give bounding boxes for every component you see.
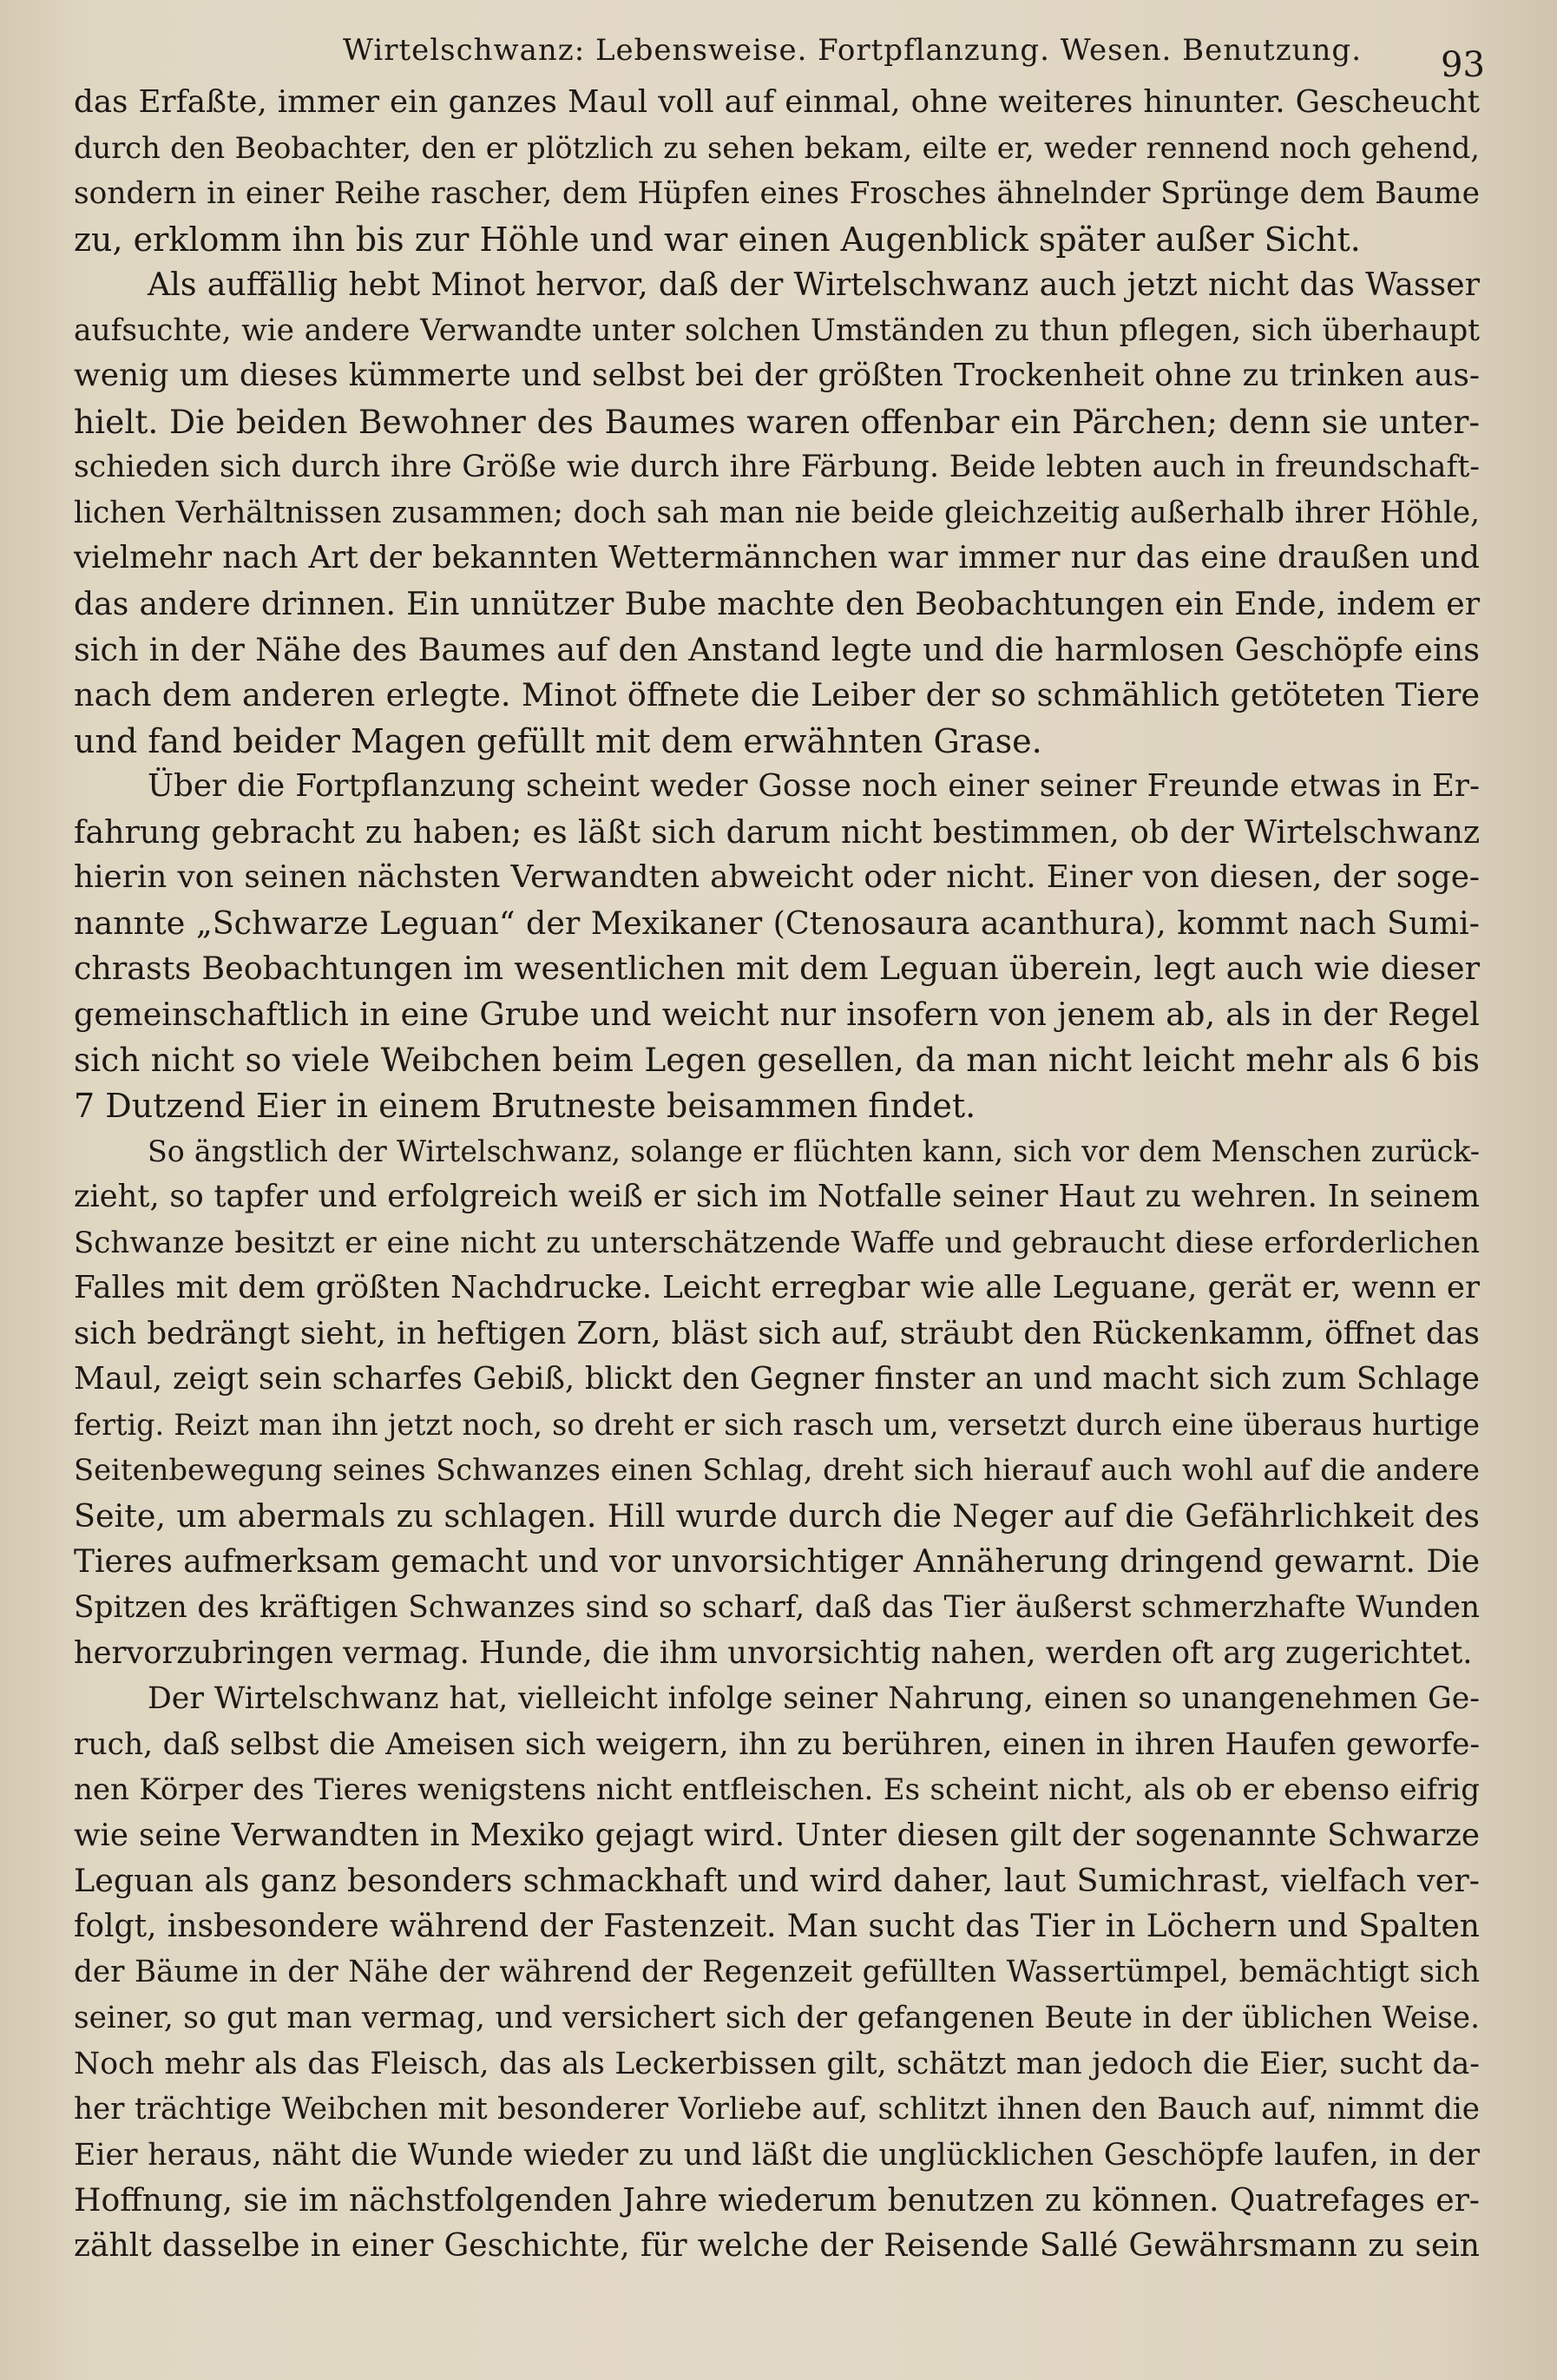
text-line: 7 Dutzend Eier in einem Brutneste beisammen findet. <box>74 1087 976 1126</box>
text-line: zählt dasselbe in einer Geschichte, für welche der Reisende Sallé Gewährsmann zu sein <box>74 2227 1480 2264</box>
text-line: chrasts Beobachtungen im wesentlichen mit dem Leguan überein, legt auch wie dieser <box>74 950 1480 988</box>
text-line: Der Wirtelschwanz hat, vielleicht infolge seiner Nahrung, einen so unangenehmen Ge- <box>148 1681 1480 1717</box>
text-line: sondern in einer Reihe rascher, dem Hüpfen eines Frosches ähnelnder Sprünge dem Baume <box>74 176 1480 212</box>
page-number: 93 <box>1441 45 1485 85</box>
text-line: Schwanze besitzt er eine nicht zu unterschätzende Waffe und gebraucht diese erforderlichen <box>74 1225 1480 1260</box>
text-line: zu, erklomm ihn bis zur Höhle und war einen Augenblick später außer Sicht. <box>74 220 1361 259</box>
text-line: zieht, so tapfer und erfolgreich weiß er sich im Notfalle seiner Haut zu wehren. In seinem <box>74 1179 1480 1215</box>
text-line: sich bedrängt sieht, in heftigen Zorn, bläst sich auf, sträubt den Rückenkamm, öffnet das <box>74 1315 1480 1351</box>
text-line: der Bäume in der Nähe der während der Regenzeit gefüllten Wassertümpel, bemächtigt sich <box>74 1955 1480 1990</box>
text-line: Als auffällig hebt Minot hervor, daß der Wirtelschwanz auch jetzt nicht das Wasser <box>148 266 1480 304</box>
text-line: sich nicht so viele Weibchen beim Legen gesellen, da man nicht leicht mehr als 6 bis <box>74 1041 1480 1080</box>
body-text <box>74 80 1480 2269</box>
text-line: nannte „Schwarze Leguan“ der Mexikaner (Ctenosaura acanthura), kommt nach Sumi- <box>74 904 1480 942</box>
text-line: Seitenbewegung seines Schwanzes einen Schlag, dreht sich hierauf auch wohl auf die andere <box>74 1453 1480 1488</box>
text-line: Leguan als ganz besonders schmackhaft und wird daher, laut Sumichrast, vielfach ver- <box>74 1862 1480 1900</box>
text-line: das Erfaßte, immer ein ganzes Maul voll auf einmal, ohne weiteres hinunter. Gescheucht <box>74 84 1480 120</box>
text-line: Hoffnung, sie im nächstfolgenden Jahre wiederum benutzen zu können. Quatrefages er- <box>74 2182 1480 2219</box>
text-line: hervorzubringen vermag. Hunde, die ihm unvorsichtig nahen, werden oft arg zugerichtet. <box>74 1634 1473 1671</box>
text-line: her trächtige Weibchen mit besonderer Vorliebe auf, schlitzt ihnen den Bauch auf, nimmt die <box>74 2092 1480 2127</box>
text-line: nen Körper des Tieres wenigstens nicht entfleischen. Es scheint nicht, als ob er ebenso eifrig <box>74 1772 1480 1808</box>
text-line: gemeinschaftlich in eine Grube und weicht nur insofern von jenem ab, als in der Regel <box>74 995 1480 1033</box>
text-line: das andere drinnen. Ein unnützer Bube machte den Beobachtungen ein Ende, indem er <box>74 585 1480 623</box>
running-header: Wirtelschwanz: Lebensweise. Fortpflanzung. Wesen. Benutzung. <box>343 33 1362 68</box>
text-line: hierin von seinen nächsten Verwandten abweicht oder nicht. Einer von diesen, der soge- <box>74 859 1480 896</box>
text-line: seiner, so gut man vermag, und versichert sich der gefangenen Beute in der üblichen Weise. <box>74 2000 1480 2035</box>
text-line: und fand beider Magen gefüllt mit dem erwähnten Grase. <box>74 721 1042 760</box>
text-line: Seite, um abermals zu schlagen. Hill wurde durch die Neger auf die Gefährlichkeit des <box>74 1496 1480 1535</box>
text-line: sich in der Nähe des Baumes auf den Anstand legte und die harmlosen Geschöpfe eins <box>74 630 1480 668</box>
text-line: vielmehr nach Art der bekannten Wettermännchen war immer nur das eine draußen und <box>74 540 1480 576</box>
text-line: hielt. Die beiden Bewohner des Baumes waren offenbar ein Pärchen; denn sie unter- <box>74 402 1480 441</box>
text-line: Maul, zeigt sein scharfes Gebiß, blickt den Gegner finster an und macht sich zum Schlage <box>74 1361 1480 1397</box>
text-line: Eier heraus, näht die Wunde wieder zu und läßt die unglücklichen Geschöpfe laufen, in der <box>74 2137 1480 2173</box>
text-line: lichen Verhältnissen zusammen; doch sah man nie beide gleichzeitig außerhalb ihrer Höhle, <box>74 495 1480 530</box>
text-line: folgt, insbesondere während der Fastenzeit. Man sucht das Tier in Löchern und Spalten <box>74 1908 1480 1944</box>
text-line: durch den Beobachter, den er plötzlich zu sehen bekam, eilte er, weder rennend noch gehend, <box>74 130 1480 165</box>
text-line: nach dem anderen erlegte. Minot öffnete die Leiber der so schmählich getöteten Tiere <box>74 676 1480 714</box>
text-line: wenig um dieses kümmerte und selbst bei der größten Trockenheit ohne zu trinken aus- <box>74 358 1480 394</box>
text-line: ruch, daß selbst die Ameisen sich weigern, ihn zu berühren, einen in ihren Haufen geworfe- <box>74 1726 1480 1762</box>
text-line: Über die Fortpflanzung scheint weder Gosse noch einer seiner Freunde etwas in Er- <box>148 768 1480 805</box>
text-line: Tieres aufmerksam gemacht und vor unvorsichtiger Annäherung dringend gewarnt. Die <box>74 1543 1480 1580</box>
text-line: So ängstlich der Wirtelschwanz, solange er flüchten kann, sich vor dem Menschen zurück- <box>148 1134 1480 1168</box>
text-line: aufsuchte, wie andere Verwandte unter solchen Umständen zu thun pflegen, sich überhaupt <box>74 312 1480 348</box>
text-line: fertig. Reizt man ihn jetzt noch, so dreht er sich rasch um, versetzt durch eine überaus hurtige <box>74 1407 1480 1442</box>
text-line: fahrung gebracht zu haben; es läßt sich darum nicht bestimmen, ob der Wirtelschwanz <box>74 812 1480 851</box>
text-line: Spitzen des kräftigen Schwanzes sind so scharf, daß das Tier äußerst schmerzhafte Wunden <box>74 1590 1480 1626</box>
text-line: schieden sich durch ihre Größe wie durch ihre Färbung. Beide lebten auch in freundschaft- <box>74 450 1480 485</box>
text-line: wie seine Verwandten in Mexiko gejagt wird. Unter diesen gilt der sogenannte Schwarze <box>74 1817 1480 1853</box>
text-line: Falles mit dem größten Nachdrucke. Leicht erregbar wie alle Leguane, gerät er, wenn er <box>74 1270 1480 1306</box>
text-line: Noch mehr als das Fleisch, das als Leckerbissen gilt, schätzt man jedoch die Eier, sucht da- <box>74 2046 1480 2081</box>
